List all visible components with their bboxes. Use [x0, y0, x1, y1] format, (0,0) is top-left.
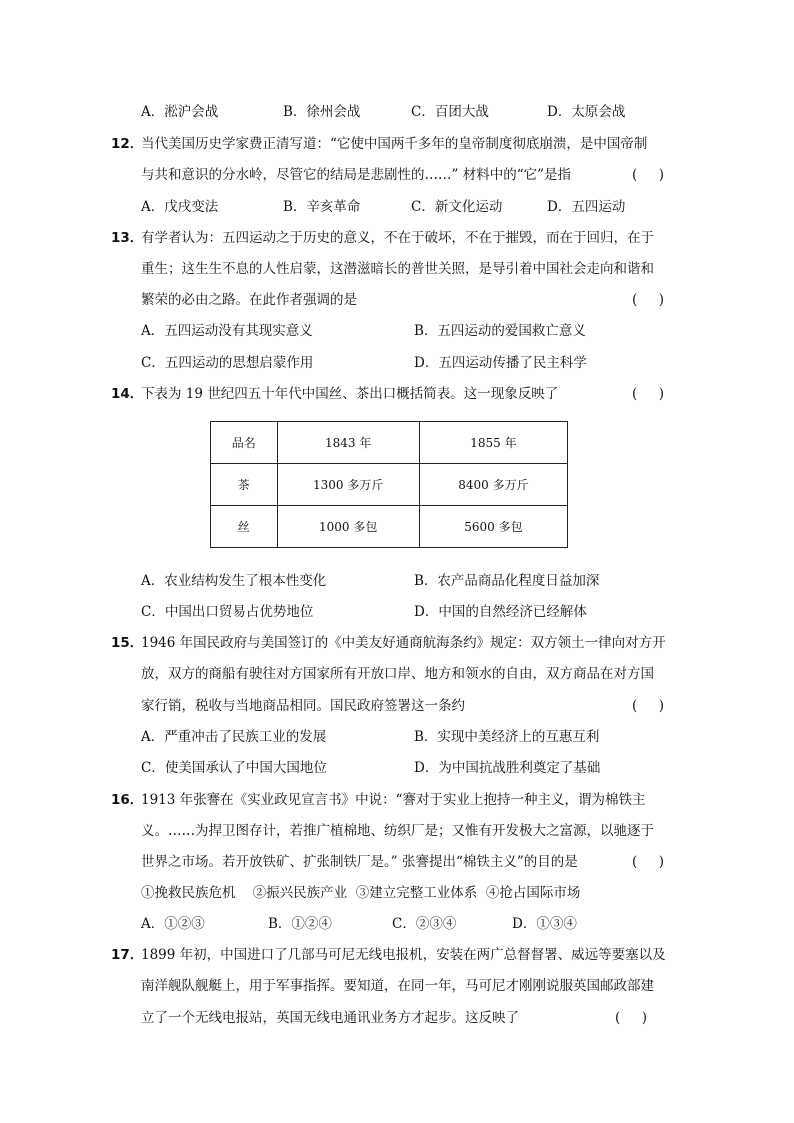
q17-answer-paren: ( ): [615, 1010, 647, 1026]
table-header-row: [211, 422, 568, 464]
q14-number: 14．: [111, 386, 144, 402]
q13-option-a: A．五四运动没有其现实意义: [141, 323, 313, 339]
q15-stem-line-2: 放，双方的商船有驶往对方国家所有开放口岸、地方和领水的自由，双方商品在对方国: [141, 666, 654, 682]
q16-option-c: C．②③④: [392, 916, 457, 932]
q16-option-a: A．①②③: [141, 916, 205, 932]
q16-option-d: D．①③④: [512, 916, 577, 932]
q16-answer-paren: ( ): [632, 854, 664, 870]
q15-number: 15．: [111, 635, 144, 651]
q15-stem-line-1: 1946 年国民政府与美国签订的《中美友好通商航海条约》规定：双方领土一律向对方开: [141, 635, 666, 651]
q11-option-d: D．太原会战: [547, 104, 626, 120]
q14-option-a: A．农业结构发生了根本性变化: [141, 573, 327, 589]
q13-number: 13．: [111, 230, 144, 246]
q17-stem-line-3: 立了一个无线电报站，英国无线电通讯业务方才起步。这反映了: [141, 1010, 519, 1026]
table-cell: 1000 多包: [277, 506, 419, 548]
q12-option-c: C．新文化运动: [411, 199, 503, 215]
q13-stem-line-1: 有学者认为：五四运动之于历史的意义，不在于破坏，不在于摧毁，而在于回归，在于: [141, 230, 654, 246]
table-row: [211, 464, 568, 506]
table-cell: 丝: [211, 506, 278, 548]
q16-items: ①挽救民族危机 ②振兴民族产业 ③建立完整工业体系 ④抢占国际市场: [141, 885, 581, 901]
q12-stem-line-2: 与共和意识的分水岭，尽管它的结局是悲剧性的……” 材料中的“它”是指: [141, 167, 571, 183]
table-header-cell: 1843 年: [277, 422, 419, 464]
q14-answer-paren: ( ): [632, 386, 664, 402]
q12-option-b: B．辛亥革命: [283, 199, 361, 215]
table-header-cell: 品名: [211, 422, 278, 464]
table-row: [211, 506, 568, 548]
q17-stem-line-2: 南洋舰队舰艇上，用于军事指挥。要知道，在同一年，马可尼才刚刚说服英国邮政部建: [141, 978, 654, 994]
q16-stem-line-3: 世界之市场。若开放铁矿、扩张制铁厂是。” 张謇提出“棉铁主义”的目的是: [141, 854, 578, 870]
q17-stem-line-1: 1899 年初，中国进口了几部马可尼无线电报机，安装在两广总督督署、威远等要塞以及: [141, 947, 666, 963]
q16-option-b: B．①②④: [268, 916, 332, 932]
q14-option-b: B．农产品商品化程度日益加深: [414, 573, 600, 589]
q15-stem-line-3: 家行销，税收与当地商品相同。国民政府签署这一条约: [141, 698, 465, 714]
q13-option-c: C．五四运动的思想启蒙作用: [141, 355, 314, 371]
q17-number: 17．: [111, 947, 144, 963]
table-cell: 8400 多万斤: [419, 464, 567, 506]
q16-stem-line-1: 1913 年张謇在《实业政见宣言书》中说：“謇对于实业上抱持一种主义，谓为棉铁主: [141, 792, 646, 808]
q13-stem-line-3: 繁荣的必由之路。在此作者强调的是: [141, 292, 357, 308]
q11-option-b: B．徐州会战: [283, 104, 361, 120]
table-cell: 茶: [211, 464, 278, 506]
q12-option-a: A．戊戌变法: [141, 199, 219, 215]
q13-option-d: D．五四运动传播了民主科学: [414, 355, 587, 371]
q16-stem-line-2: 义。……为捍卫图存计，若推广植棉地、纺织厂是；又惟有开发极大之富源，以驰逐于: [141, 823, 654, 839]
table-header-cell: 1855 年: [419, 422, 567, 464]
q13-stem-line-2: 重生；这生生不息的人性启蒙，这潜滋暗长的普世关照，是导引着中国社会走向和谐和: [141, 261, 654, 277]
q15-option-a: A．严重冲击了民族工业的发展: [141, 729, 327, 745]
q14-stem-line-1: 下表为 19 世纪四五十年代中国丝、茶出口概括简表。这一现象反映了: [141, 386, 559, 402]
q15-answer-paren: ( ): [632, 698, 664, 714]
q12-answer-paren: ( ): [632, 167, 664, 183]
q11-option-a: A．淞沪会战: [141, 104, 219, 120]
q12-stem-line-1: 当代美国历史学家费正清写道：“它使中国两千多年的皇帝制度彻底崩溃，是中国帝制: [141, 136, 648, 152]
q16-number: 16．: [111, 792, 144, 808]
table-cell: 1300 多万斤: [277, 464, 419, 506]
q13-answer-paren: ( ): [632, 292, 664, 308]
export-table: [210, 421, 568, 548]
q14-option-c: C．中国出口贸易占优势地位: [141, 604, 314, 620]
q11-option-c: C．百团大战: [411, 104, 489, 120]
q12-number: 12．: [111, 136, 144, 152]
q12-option-d: D．五四运动: [547, 199, 626, 215]
q15-option-d: D．为中国抗战胜利奠定了基础: [414, 760, 601, 776]
table-cell: 5600 多包: [419, 506, 567, 548]
q13-option-b: B．五四运动的爱国救亡意义: [414, 323, 586, 339]
q15-option-b: B．实现中美经济上的互惠互利: [414, 729, 600, 745]
q15-option-c: C．使美国承认了中国大国地位: [141, 760, 327, 776]
q14-option-d: D．中国的自然经济已经解体: [414, 604, 587, 620]
